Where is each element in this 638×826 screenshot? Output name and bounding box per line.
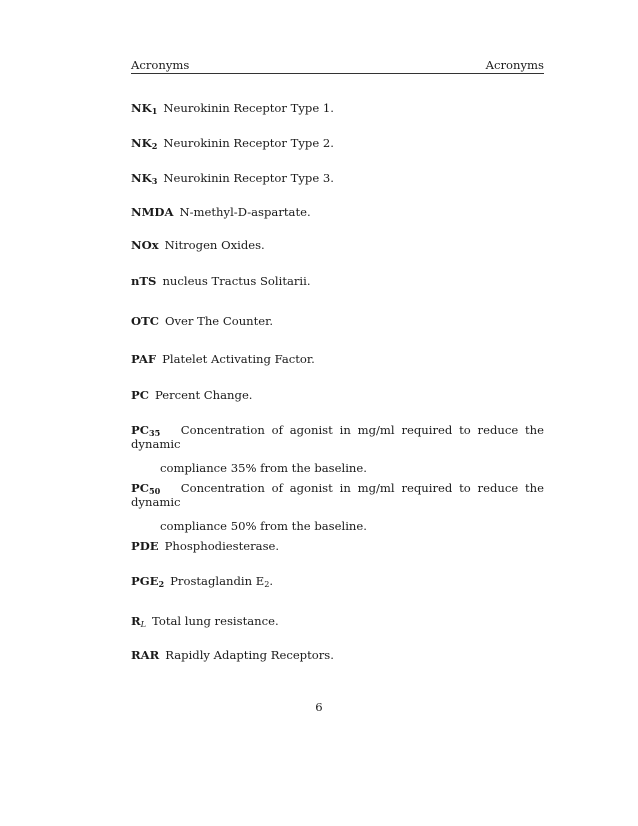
acronym-definition: N-methyl-D-aspartate. bbox=[179, 205, 311, 219]
acronym-term: $PC_{35}$ bbox=[131, 423, 161, 439]
acronym-definition: Over The Counter. bbox=[164, 314, 274, 328]
acronym-definition: Neurokinin Receptor Type 3. bbox=[163, 171, 334, 185]
acronym-entry bbox=[131, 614, 544, 628]
acronym-entry bbox=[131, 136, 544, 150]
acronym-definition-line1: $PC_{50}$ Concentration of agonist in mg/ml required to reduce the dynamic bbox=[131, 481, 544, 509]
acronym-entry bbox=[131, 352, 544, 366]
acronym-entry bbox=[131, 388, 544, 402]
acronym-entry bbox=[131, 314, 544, 328]
acronym-definition: nucleus Tractus Solitarii. bbox=[162, 274, 311, 288]
acronym-entry bbox=[131, 648, 544, 662]
acronym-entry bbox=[131, 274, 544, 288]
acronym-term: $R_L$ bbox=[131, 614, 147, 630]
running-header bbox=[131, 58, 544, 72]
acronym-entry bbox=[131, 481, 544, 533]
acronym-term: NMDA bbox=[131, 205, 174, 219]
acronym-definition: Rapidly Adapting Receptors. bbox=[165, 648, 334, 662]
acronym-term: PDE bbox=[131, 539, 159, 553]
acronym-entry bbox=[131, 574, 544, 588]
acronym-term: $NK_3$ bbox=[131, 171, 158, 187]
acronym-definition: Neurokinin Receptor Type 1. bbox=[163, 101, 334, 115]
acronym-definition-line2: compliance 50% from the baseline. bbox=[160, 519, 367, 533]
acronym-entry bbox=[131, 539, 544, 553]
page-number: 6 bbox=[315, 700, 323, 714]
acronym-entry bbox=[131, 101, 544, 115]
header-right: Acronyms bbox=[485, 58, 544, 72]
acronym-definition: Neurokinin Receptor Type 2. bbox=[163, 136, 334, 150]
acronym-definition: Nitrogen Oxides. bbox=[164, 238, 265, 252]
acronym-definition-line2: compliance 35% from the baseline. bbox=[160, 461, 367, 475]
acronym-term: PAF bbox=[131, 352, 157, 366]
acronym-entry bbox=[131, 205, 544, 219]
acronym-term: $PGE_2$ bbox=[131, 574, 165, 590]
acronym-term: NOx bbox=[131, 238, 159, 252]
acronym-definition: Percent Change. bbox=[154, 388, 253, 402]
acronym-definition: Prostaglandin $E_2$. bbox=[170, 574, 274, 590]
acronym-term: nTS bbox=[131, 274, 157, 288]
acronym-definition: Platelet Activating Factor. bbox=[162, 352, 315, 366]
acronym-term: PC bbox=[131, 388, 149, 402]
acronym-definition: Total lung resistance. bbox=[152, 614, 279, 628]
acronym-definition-line1: $PC_{35}$ Concentration of agonist in mg/ml required to reduce the dynamic bbox=[131, 423, 544, 451]
acronym-term: RAR bbox=[131, 648, 160, 662]
header-rule bbox=[131, 73, 544, 74]
header-left: Acronyms bbox=[131, 58, 190, 72]
acronym-entry bbox=[131, 238, 544, 252]
acronym-term: OTC bbox=[131, 314, 159, 328]
acronym-definition: Phosphodiesterase. bbox=[164, 539, 280, 553]
acronym-entry bbox=[131, 423, 544, 475]
acronym-entry bbox=[131, 171, 544, 185]
acronym-term: $NK_2$ bbox=[131, 136, 158, 152]
acronym-term: $NK_1$ bbox=[131, 101, 158, 117]
acronym-term: $PC_{50}$ bbox=[131, 481, 161, 497]
